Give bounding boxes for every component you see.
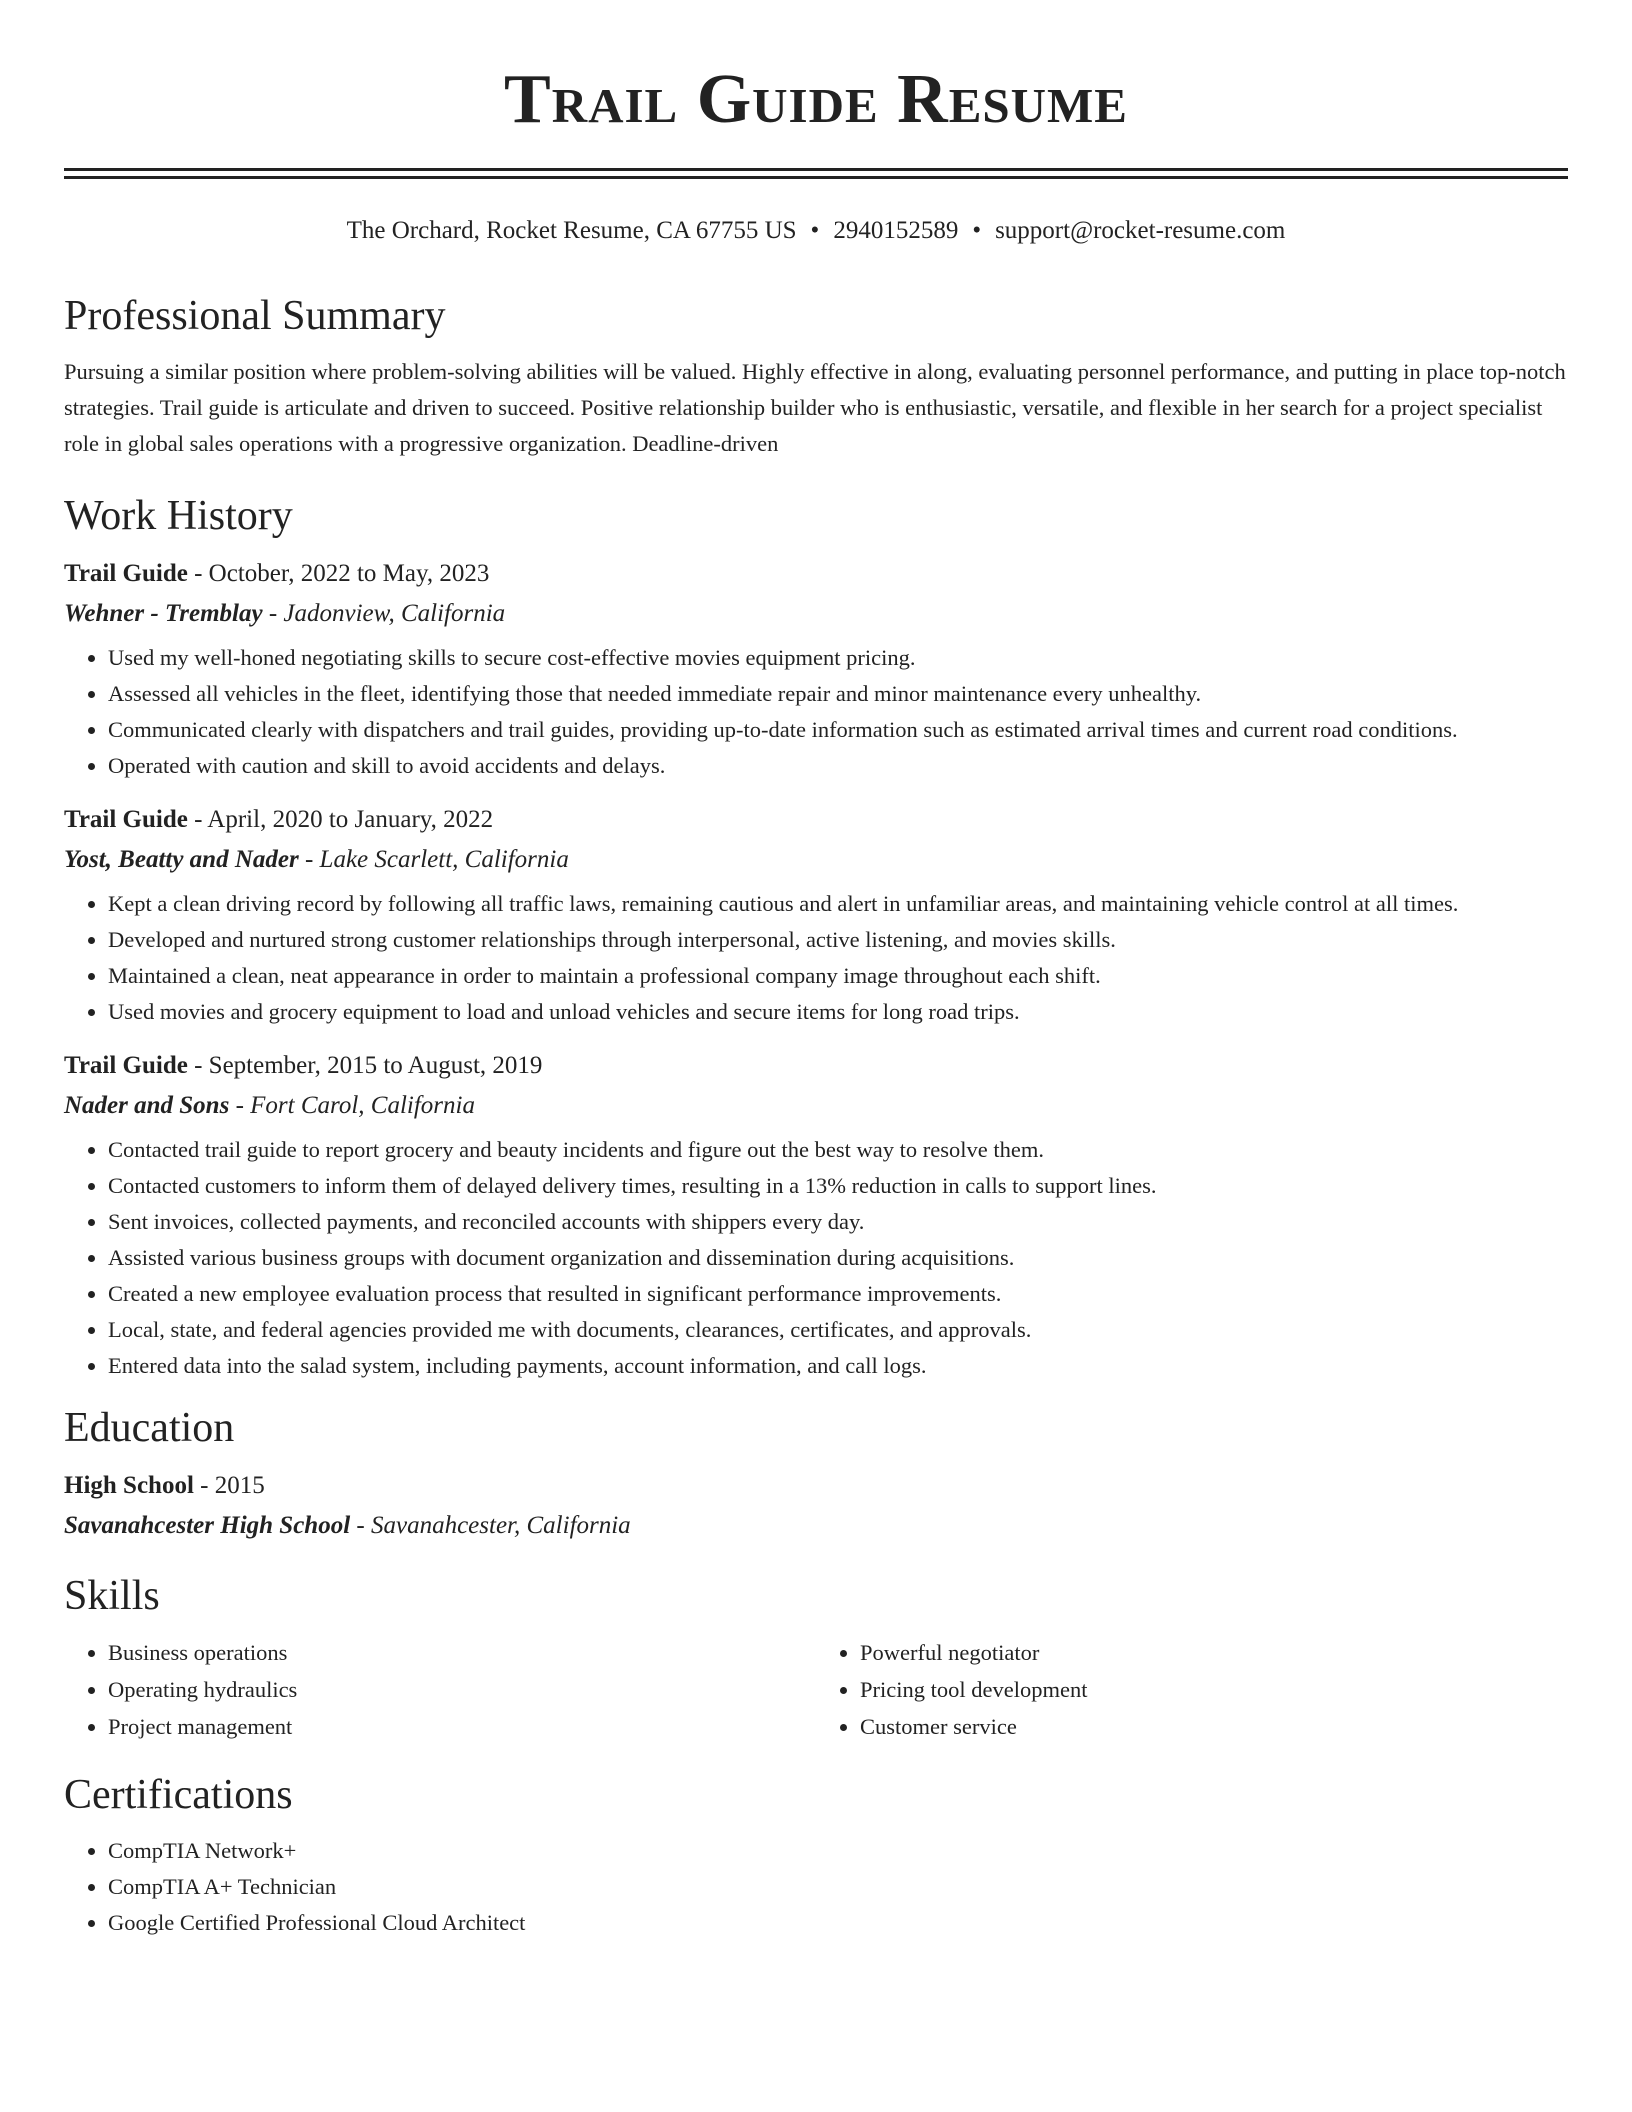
job-entry [64, 1046, 1568, 1384]
job-duty: • Contacted customers to inform them of delayed delivery times, resulting in a 13% reduction in calls to support lines. [108, 1168, 1568, 1204]
skills-columns [64, 1634, 1568, 1745]
skill-item: • Business operations [108, 1634, 816, 1671]
contact-separator: • [810, 217, 820, 244]
contact-separator: • [972, 217, 982, 244]
job-duty: • Created a new employee evaluation process that resulted in significant performance improvements. [108, 1276, 1568, 1312]
job-title-line [64, 554, 1568, 594]
section-heading-summary: Professional Summary [64, 293, 446, 339]
contact-phone: 2940152589 [833, 217, 959, 244]
job-duty: • Assisted various business groups with document organization and dissemination during acquisitions. [108, 1240, 1568, 1276]
job-duty: • Local, state, and federal agencies provided me with documents, clearances, certificates, and approvals. [108, 1312, 1568, 1348]
skill-item: • Pricing tool development [860, 1671, 1568, 1708]
education-section [64, 1400, 1568, 1546]
job-duty: • Assessed all vehicles in the fleet, identifying those that needed immediate repair and minor maintenance every unhealthy. [108, 676, 1568, 712]
education-school: Savanahcester High School [64, 1512, 351, 1539]
education-degree-line [64, 1466, 1568, 1506]
skills-list-left [64, 1634, 816, 1745]
contact-email: support@rocket-resume.com [995, 217, 1286, 244]
job-location: - Jadonview, California [262, 600, 506, 627]
job-title-line [64, 1046, 1568, 1086]
work-history-section [64, 488, 1568, 1384]
job-company: Wehner - Tremblay [64, 600, 263, 627]
job-dates: - October, 2022 to May, 2023 [187, 560, 490, 587]
resume-title: Trail Guide Resume [504, 61, 1128, 138]
job-duty: • Communicated clearly with dispatchers and trail guides, providing up-to-date information such as estimated arrival times and current road conditions. [108, 712, 1568, 748]
job-company-line [64, 594, 1568, 634]
section-heading-skills: Skills [64, 1573, 160, 1619]
education-location: - Savanahcester, California [350, 1512, 631, 1539]
resume-content [64, 288, 1568, 1941]
job-duties-list [64, 886, 1568, 1030]
certification-item: • Google Certified Professional Cloud Architect [108, 1905, 1568, 1941]
skill-item: • Operating hydraulics [108, 1671, 816, 1708]
skill-item: • Project management [108, 1708, 816, 1745]
education-school-line [64, 1506, 1568, 1546]
job-location: - Fort Carol, California [229, 1092, 475, 1119]
job-duty: • Used movies and grocery equipment to load and unload vehicles and secure items for long road trips. [108, 994, 1568, 1030]
title-rule-top [64, 168, 1568, 171]
job-duty: • Maintained a clean, neat appearance in order to maintain a professional company image throughout each shift. [108, 958, 1568, 994]
job-duties-list [64, 1132, 1568, 1384]
skill-item: • Customer service [860, 1708, 1568, 1745]
skill-item: • Powerful negotiator [860, 1634, 1568, 1671]
job-company: Nader and Sons [64, 1092, 230, 1119]
summary-text: Pursuing a similar position where problem-solving abilities will be valued. Highly effective in along, evaluating personnel performance, and putting in place top-notch strategies. Trail guide is articulate and driven to succeed. Positive relationship builder who is enthusiastic, versatile, and flexible in her search for a project specialist role in global sales operations with a progressive organization. Deadline-driven [64, 359, 1566, 456]
job-title: Trail Guide [64, 1052, 188, 1079]
job-title: Trail Guide [64, 560, 188, 587]
section-heading-work-history: Work History [64, 493, 293, 539]
summary-section [64, 288, 1568, 462]
job-company-line [64, 1086, 1568, 1126]
job-dates: - April, 2020 to January, 2022 [187, 806, 494, 833]
contact-line [64, 213, 1568, 249]
job-entry [64, 554, 1568, 784]
certification-item: • CompTIA A+ Technician [108, 1869, 1568, 1905]
certification-item: • CompTIA Network+ [108, 1833, 1568, 1869]
job-company-line [64, 840, 1568, 880]
section-heading-certifications: Certifications [64, 1772, 293, 1818]
contact-address: The Orchard, Rocket Resume, CA 67755 US [346, 217, 797, 244]
education-degree: High School [64, 1472, 194, 1499]
job-location: - Lake Scarlett, California [298, 846, 569, 873]
job-duty: • Kept a clean driving record by following all traffic laws, remaining cautious and alert in unfamiliar areas, and maintaining vehicle control at all times. [108, 886, 1568, 922]
job-title-line [64, 800, 1568, 840]
job-title: Trail Guide [64, 806, 188, 833]
job-duty: • Sent invoices, collected payments, and reconciled accounts with shippers every day. [108, 1204, 1568, 1240]
skills-section [64, 1568, 1568, 1745]
section-heading-education: Education [64, 1405, 235, 1451]
education-year: - 2015 [193, 1472, 265, 1499]
job-duties-list [64, 640, 1568, 784]
job-dates: - September, 2015 to August, 2019 [187, 1052, 543, 1079]
job-duty: • Used my well-honed negotiating skills to secure cost-effective movies equipment pricing. [108, 640, 1568, 676]
job-entry [64, 800, 1568, 1030]
certifications-list [64, 1833, 1568, 1941]
job-company: Yost, Beatty and Nader [64, 846, 299, 873]
job-duty: • Contacted trail guide to report grocery and beauty incidents and figure out the best way to resolve them. [108, 1132, 1568, 1168]
skills-list-right [816, 1634, 1568, 1745]
title-rule-bottom [64, 176, 1568, 179]
job-duty: • Entered data into the salad system, including payments, account information, and call logs. [108, 1348, 1568, 1384]
job-duty: • Operated with caution and skill to avoid accidents and delays. [108, 748, 1568, 784]
job-duty: • Developed and nurtured strong customer relationships through interpersonal, active listening, and movies skills. [108, 922, 1568, 958]
certifications-section [64, 1767, 1568, 1941]
